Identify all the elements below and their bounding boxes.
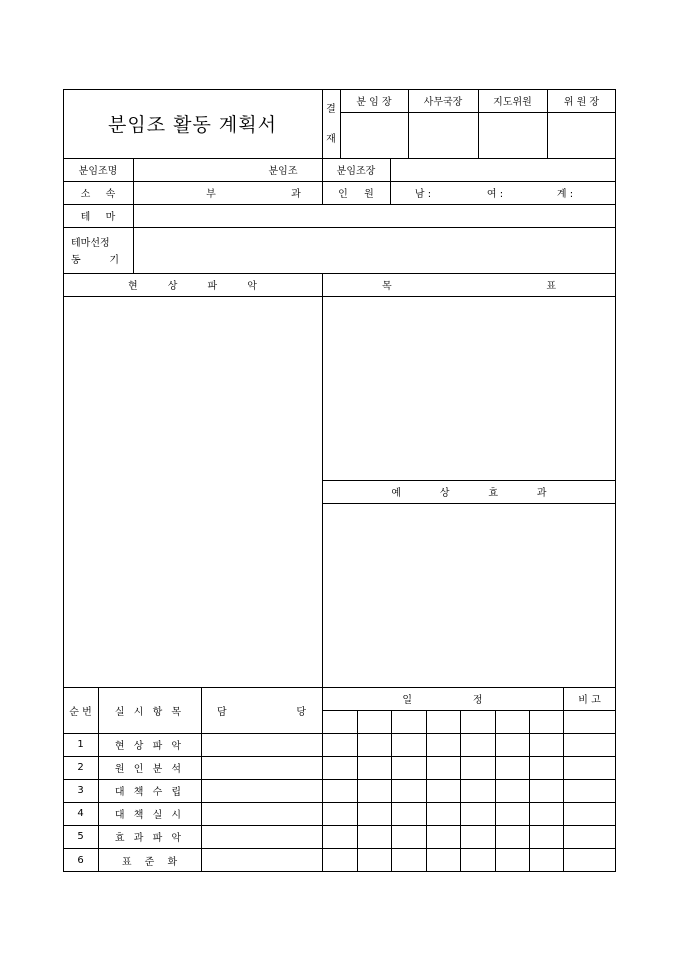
owner-header: [201, 687, 322, 733]
effect-header-char: 상: [439, 488, 450, 499]
theme-label-char: 테: [80, 212, 91, 223]
group-suffix: 분임조: [268, 166, 298, 177]
row-number: 5: [77, 831, 84, 842]
line: [495, 710, 496, 872]
motive-label-line1: 테마선정: [71, 238, 110, 249]
dept-label-char: 속: [105, 189, 116, 200]
group-name-label: 분임조명: [78, 166, 118, 177]
row-item: 대 책 수 립: [114, 787, 185, 798]
approval-label-bottom: 재: [326, 133, 336, 145]
leader-label: 분임조장: [336, 166, 376, 177]
dept-label-char: 소: [80, 189, 91, 200]
row-item: 효 과 파 악: [114, 833, 185, 844]
motive-label-char: 동: [71, 255, 81, 266]
theme-label: [63, 204, 133, 227]
theme-label-char: 마: [105, 212, 116, 223]
approval-sign-box[interactable]: [408, 112, 478, 158]
leader-field[interactable]: [390, 158, 616, 181]
row-number: 1: [77, 739, 84, 750]
effect-header-char: 효: [488, 488, 499, 499]
male-count-label: 남 :: [414, 189, 432, 200]
approval-sign-box[interactable]: [478, 112, 547, 158]
line: [322, 710, 616, 711]
line: [357, 710, 358, 872]
situation-header-char: 파: [207, 281, 218, 292]
effect-header-char: 예: [391, 488, 402, 499]
situation-header-char: 악: [247, 281, 257, 292]
situation-area[interactable]: [63, 296, 322, 687]
row-item: 대 책 실 시: [114, 810, 185, 821]
remarks-header: 비 고: [578, 695, 601, 706]
approval-sign-box[interactable]: [547, 112, 616, 158]
schedule-header-char: 일: [402, 695, 413, 706]
item-header: 실 시 항 목: [114, 706, 185, 718]
dept-unit-gwa: 과: [291, 189, 301, 200]
dept-unit-bu: 부: [206, 189, 216, 200]
motive-label-char: 기: [109, 255, 119, 266]
approval-label-top: 결: [326, 103, 336, 115]
schedule-header: [322, 687, 563, 710]
row-item: 표 준 화: [121, 856, 178, 868]
row-item: 원 인 분 석: [114, 764, 185, 775]
situation-header-char: 상: [167, 281, 178, 292]
theme-field[interactable]: [133, 204, 616, 227]
members-label-char: 인: [338, 189, 348, 200]
line: [529, 710, 530, 872]
approval-role-header: 위 원 장: [563, 97, 600, 108]
approval-role-header: 분 임 장: [356, 97, 392, 108]
dept-label: [63, 181, 133, 204]
goal-header-char: 목: [382, 281, 392, 292]
total-count-label: 계 :: [556, 189, 574, 200]
line: [391, 710, 392, 872]
schedule-header-char: 정: [472, 695, 483, 706]
effect-header: [322, 480, 616, 503]
line: [426, 710, 427, 872]
effect-area[interactable]: [322, 503, 616, 687]
motive-label-line2: [71, 251, 125, 266]
page-title: 분임조 활동 계획서: [108, 114, 277, 136]
row-number: 4: [77, 808, 84, 819]
row-number: 2: [77, 762, 84, 773]
row-number: 6: [77, 854, 84, 866]
situation-header: [63, 273, 322, 296]
activity-plan-form: [63, 89, 616, 872]
female-count-label: 여 :: [486, 189, 504, 200]
line: [460, 710, 461, 872]
approval-role-header: 사무국장: [423, 97, 463, 108]
situation-header-char: 현: [128, 281, 138, 292]
owner-header-char: 담: [217, 706, 227, 718]
effect-header-char: 과: [536, 488, 547, 499]
line: [563, 687, 564, 872]
motive-field[interactable]: [133, 227, 616, 273]
goal-header-char: 표: [546, 281, 556, 292]
members-label: [322, 181, 390, 204]
owner-header-char: 당: [296, 706, 306, 718]
row-number: 3: [77, 785, 84, 796]
approval-sign-box[interactable]: [340, 112, 408, 158]
no-header: 순 번: [69, 706, 92, 718]
members-label-char: 원: [364, 189, 374, 200]
row-item: 현 상 파 악: [114, 741, 185, 752]
goal-header: [322, 273, 616, 296]
motive-label: [63, 227, 133, 273]
approval-role-header: 지도위원: [493, 97, 532, 108]
goal-area[interactable]: [322, 296, 616, 480]
